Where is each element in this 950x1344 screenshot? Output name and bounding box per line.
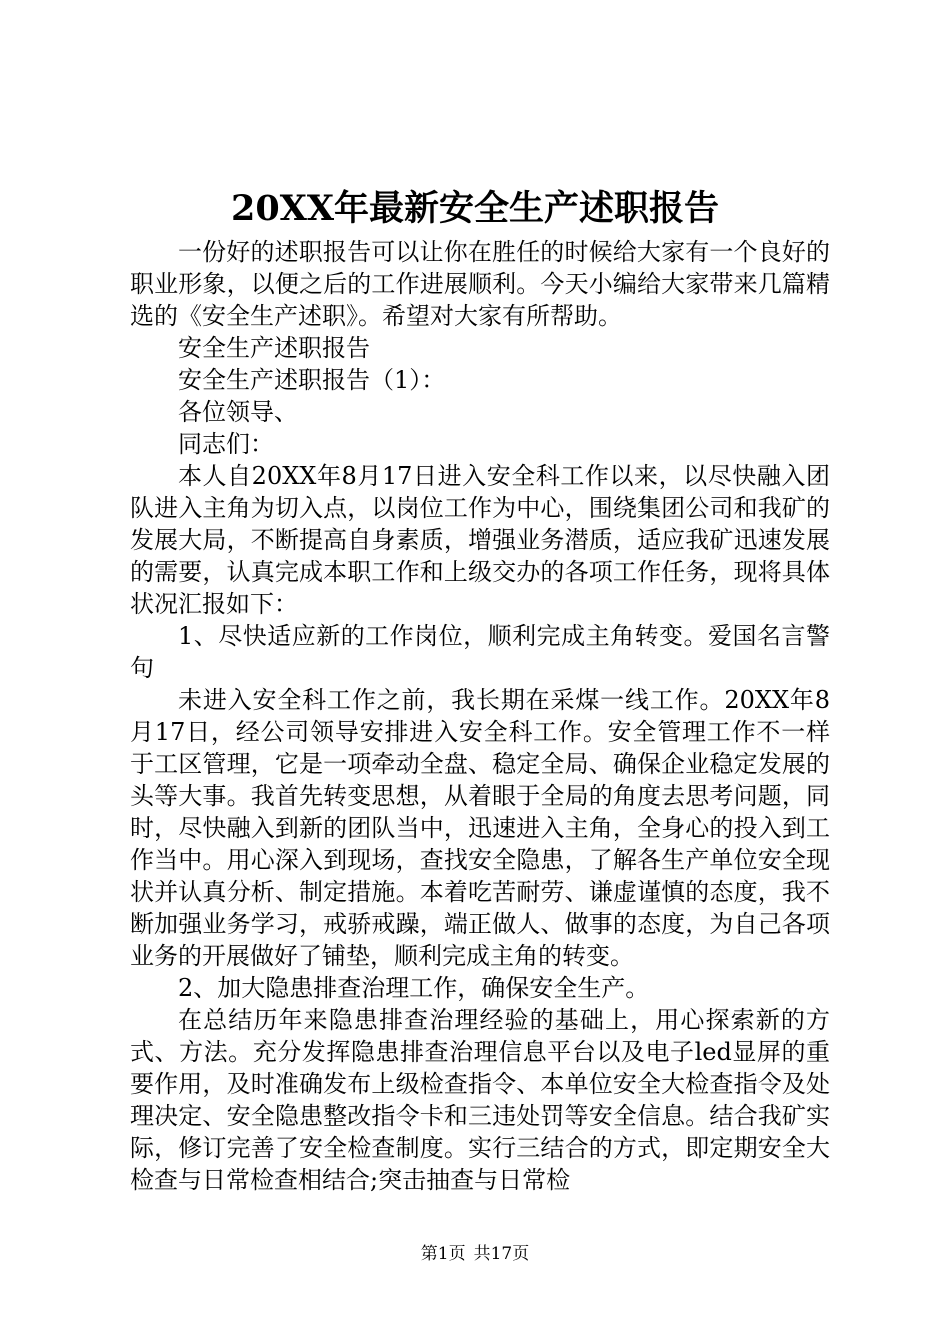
salutation-comrades: 同志们： — [178, 430, 274, 458]
body-paragraph: 未进入安全科工作之前，我长期在采煤一线工作。20XX年8月17日，经公司领导安排进入安全科工作。安全管理工作不一样于工区管理，它是一项牵动全盘、稳定全局、确保企业稳定发展的头等大事。我首先转变思想，从着眼于全局的角度去思考问题，同时，尽快融入到新的团队当中，迅速进入主角，全身心的投入到工作当中。用心深入到现场，查找安全隐患，了解各生产单位安全现状并认真分析、制定措施。本着吃苦耐劳、谦虚谨慎的态度，我不断加强业务学习，戒骄戒躁，端正做人、做事的态度，为自己各项业务的开展做好了铺垫，顺利完成主角的转变。 — [130, 686, 830, 970]
intro-paragraph: 一份好的述职报告可以让你在胜任的时候给大家有一个良好的职业形象，以便之后的工作进展顺利。今天小编给大家带来几篇精选的《安全生产述职》。希望对大家有所帮助。 — [130, 238, 830, 330]
numbered-heading-2: 2、加大隐患排查治理工作，确保安全生产。 — [178, 974, 650, 1002]
numbered-heading-1: 1、尽快适应新的工作岗位，顺利完成主角转变。爱国名言警句 — [130, 622, 830, 682]
body-paragraph: 在总结历年来隐患排查治理经验的基础上，用心探索新的方式、方法。充分发挥隐患排查治理信息平台以及电子led显屏的重要作用，及时准确发布上级检查指令、本单位安全大检查指令及处理决定、安全隐患整改指令卡和三违处罚等安全信息。结合我矿实际，修订完善了安全检查制度。实行三结合的方式，即定期安全大检查与日常检查相结合;突击抽查与日常检 — [130, 1006, 830, 1194]
page-number: 第1页 — [420, 1244, 466, 1264]
report-subtitle: 安全生产述职报告（1）： — [178, 366, 446, 394]
salutation-leaders: 各位领导、 — [178, 398, 298, 426]
page-footer — [0, 1243, 950, 1265]
section-heading: 安全生产述职报告 — [178, 334, 370, 362]
body-paragraph: 本人自20XX年8月17日进入安全科工作以来，以尽快融入团队进入主角为切入点，以岗位工作为中心，围绕集团公司和我矿的发展大局，不断提高自身素质，增强业务潜质，适应我矿迅速发展的需要，认真完成本职工作和上级交办的各项工作任务，现将具体状况汇报如下： — [130, 462, 830, 618]
document-body — [130, 236, 830, 1196]
page-total: 共17页 — [473, 1244, 530, 1264]
document-title: 20XX年最新安全生产述职报告 — [230, 188, 720, 229]
